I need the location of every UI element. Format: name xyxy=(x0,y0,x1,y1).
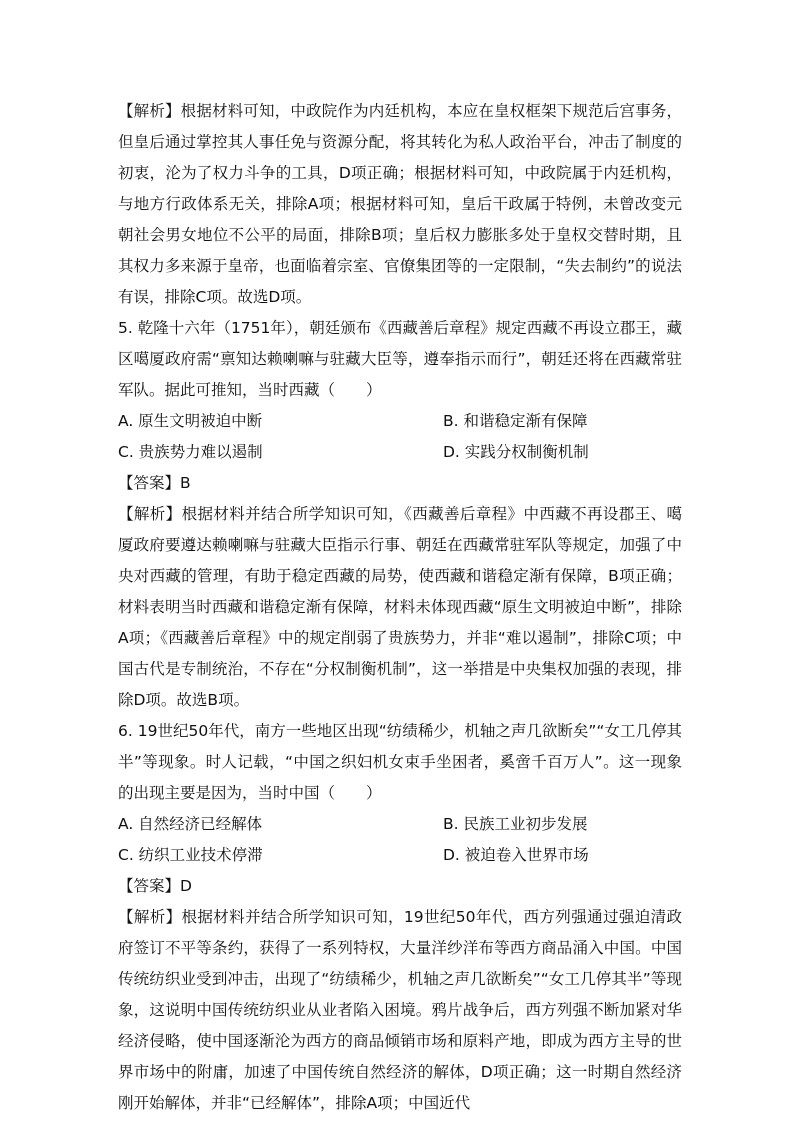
option-item: A. 原生文明被迫中断 xyxy=(118,412,263,430)
answer-line: 【答案】B xyxy=(118,474,191,492)
option-item: D. 实践分权制衡机制 xyxy=(443,443,589,461)
option-item: C. 纺织工业技术停滞 xyxy=(118,846,263,864)
option-item: B. 和谐稳定渐有保障 xyxy=(443,412,588,430)
paragraph: 6. 19世纪50年代，南方一些地区出现“纺绩稀少，机轴之声几欲断矣”“女工几停其半”等现象。时人记载，“中国之织妇机女束手坐困者，奚啻千百万人”。这一现象的出现主要是因为，当时中国（ ） xyxy=(118,722,682,802)
document-body xyxy=(118,96,682,1119)
option-row xyxy=(118,809,682,840)
paragraph: 【解析】根据材料可知，中政院作为内廷机构，本应在皇权框架下规范后宫事务，但皇后通过掌控其人事任免与资源分配，将其转化为私人政治平台，冲击了制度的初衷，沦为了权力斗争的工具，D项正确；根据材料可知，中政院属于内廷机构，与地方行政体系无关，排除A项；根据材料可知，皇后干政属于特例，未曾改变元朝社会男女地位不公平的局面，排除B项；皇后权力膨胀多处于皇权交替时期，且其权力多来源于皇帝，也面临着宗室、官僚集团等的一定限制，“失去制约”的说法有误，排除C项。故选D项。 xyxy=(118,102,682,306)
option-row xyxy=(118,406,682,437)
paragraph: 【解析】根据材料并结合所学知识可知，19世纪50年代，西方列强通过强迫清政府签订不平等条约，获得了一系列特权，大量洋纱洋布等西方商品涌入中国。中国传统纺织业受到冲击，出现了“纺绩稀少，机轴之声几欲断矣”“女工几停其半”等现象，这说明中国传统纺织业从业者陷入困境。鸦片战争后，西方列强不断加紧对华经济侵略，使中国逐渐沦为西方的商品倾销市场和原料产地，即成为西方主导的世界市场中的附庸，加速了中国传统自然经济的解体，D项正确；这一时期自然经济刚开始解体，并非“已经解体”，排除A项；中国近代 xyxy=(118,908,682,1112)
option-item: A. 自然经济已经解体 xyxy=(118,815,263,833)
option-item: C. 贵族势力难以遏制 xyxy=(118,443,263,461)
option-row xyxy=(118,840,682,871)
option-item: D. 被迫卷入世界市场 xyxy=(443,846,589,864)
option-row xyxy=(118,437,682,468)
paragraph: 5. 乾隆十六年（1751年），朝廷颁布《西藏善后章程》规定西藏不再设立郡王，藏区噶厦政府需“禀知达赖喇嘛与驻藏大臣等，遵奉指示而行”，朝廷还将在西藏常驻军队。据此可推知，当时西藏（ ） xyxy=(118,319,682,399)
option-item: B. 民族工业初步发展 xyxy=(443,815,588,833)
paragraph: 【解析】根据材料并结合所学知识可知，《西藏善后章程》中西藏不再设郡王、噶厦政府要遵达赖喇嘛与驻藏大臣指示行事、朝廷在西藏常驻军队等规定，加强了中央对西藏的管理，有助于稳定西藏的局势，使西藏和谐稳定渐有保障，B项正确；材料表明当时西藏和谐稳定渐有保障，材料未体现西藏“原生文明被迫中断”，排除A项；《西藏善后章程》中的规定削弱了贵族势力，并非“难以遏制”，排除C项；中国古代是专制统治，不存在“分权制衡机制”，这一举措是中央集权加强的表现，排除D项。故选B项。 xyxy=(118,505,682,709)
answer-line: 【答案】D xyxy=(118,877,192,895)
